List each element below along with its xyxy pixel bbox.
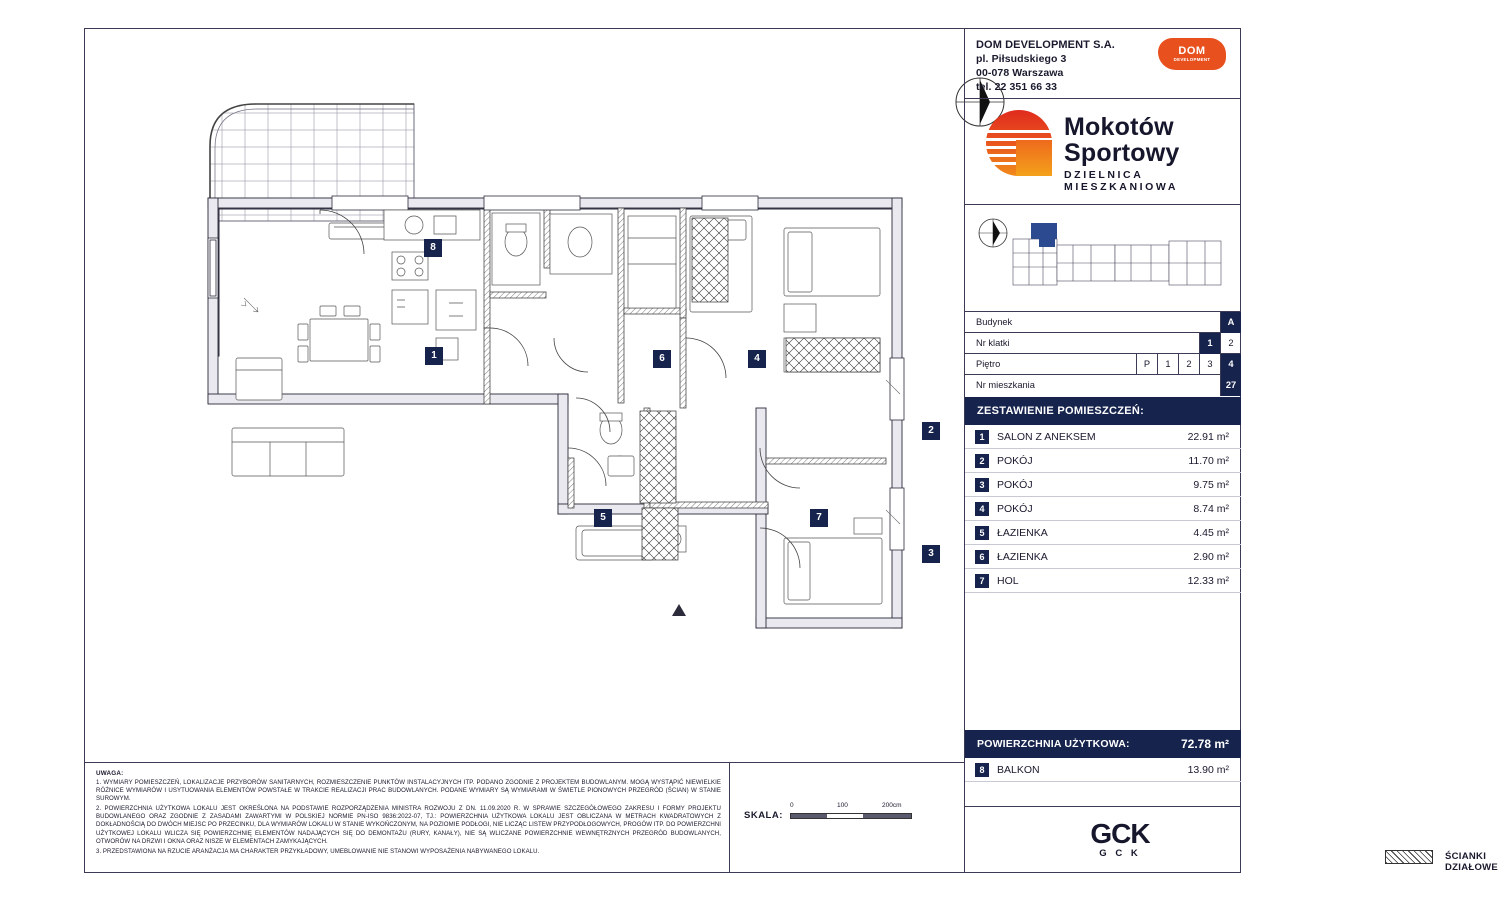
total-area-bar — [965, 730, 1241, 758]
table-row — [965, 449, 1241, 473]
table-row — [965, 473, 1241, 497]
table-row — [965, 569, 1241, 593]
developer-address1: pl. Piłsudskiego 3 — [976, 53, 1067, 65]
room-tag-7: 7 — [810, 509, 828, 527]
room-area: 4.45 m² — [1193, 527, 1229, 539]
room-number: 3 — [975, 478, 989, 492]
note-2: 2. POWIERZCHNIA UŻYTKOWA LOKALU JEST OKREŚLONA NA PODSTAWIE ROZPORZĄDZENIA MINISTRA ROZWOJU Z DN. 11.09.2020 R. W SPRAWIE SZCZEGÓŁOWEGO ZAKRESU I FORMY PROJEKTU BUDOWLANEGO ORAZ ZGODNIE Z ZASADAMI ZAWARTYMI W POLSKIEJ NORMIE PN-ISO 9836:2022-07, TJ.: POWIERZCHNIA UŻYTKOWA LOKALU JEST OBLICZANA W METRACH KWADRATOWYCH Z DOKŁADNOŚCIĄ DO DWÓCH MIEJSC PO PRZECINKU, DLA WYMIARÓW LOKALU W STANIE WYKOŃCZONYM, NA POZIOMIE PODŁOGI, NIE LICZĄC LISTEW PRZYPODŁOGOWYCH, PROGÓW ITP. DO POWIERZCHNI UŻYTKOWEJ LOKALU WLICZA SIĘ POWIERZCHNIĘ ELEMENTÓW NADAJĄCYCH SIĘ DO DEMONTAŻU (RURY, KANAŁY), NIE SĄ WLICZANE POWIERZCHNIE WEWNĘTRZNYCH PRZEGRÓD BUDOWLANYCH, OTWORÓW NA DRZWI I OKNA ORAZ NISZE W ELEMENTACH ZAMYKAJĄCYCH. — [96, 805, 722, 845]
scale-tick-0: 0 — [790, 802, 794, 809]
meta-cell-pietro-p[interactable]: P — [1136, 354, 1157, 375]
compass-small-icon — [977, 217, 1009, 249]
plan-svg — [84, 28, 964, 762]
total-area-value: 72.78 m² — [1180, 737, 1229, 751]
room-number: 6 — [975, 550, 989, 564]
developer-address2: 00-078 Warszawa — [976, 67, 1064, 79]
meta-cell-mieszkanie-27[interactable]: 27 — [1220, 375, 1241, 396]
room-number: 1 — [975, 430, 989, 444]
room-number: 7 — [975, 574, 989, 588]
table-row — [965, 425, 1241, 449]
divider-4 — [965, 806, 1241, 807]
note-1: 1. WYMIARY POMIESZCZEŃ, LOKALIZACJE PRZYBORÓW SANITARNYCH, ROZMIESZCZENIE PUNKTÓW INSTALACYJNYCH ITP. PODANO ZGODNIE Z PROJEKTEM BUDOWLANYM. MOGĄ WYSTĄPIĆ NIEWIELKIE RÓŻNICE WYMIARÓW I USYTUOWANIA ELEMENTÓW POWSTAŁE W TRAKCIE REALIZACJI PRAC BUDOWLANYCH. PODANE WYMIARY SĄ WYMIARAMI W ŚWIETLE PIONOWYCH PRZEGRÓD (ŚCIAN) W STANIE SUROWYM. — [96, 779, 721, 803]
scale-bar — [790, 802, 912, 822]
room-number: 5 — [975, 526, 989, 540]
balcony-name: BALKON — [997, 764, 1040, 776]
table-row — [965, 497, 1241, 521]
notes-block — [96, 770, 721, 856]
meta-row-mieszkanie — [965, 375, 1241, 396]
key-plan — [965, 205, 1241, 310]
floorplan-drawing — [84, 28, 964, 762]
room-tag-6: 6 — [653, 350, 671, 368]
room-tag-8: 8 — [424, 239, 442, 257]
room-area: 9.75 m² — [1193, 479, 1229, 491]
meta-label-pietro: Piętro — [976, 359, 1001, 369]
room-name: HOL — [997, 575, 1019, 587]
note-3: 3. PRZEDSTAWIONA NA RZUCIE ARANŻACJA MA CHARAKTER PRZYKŁADOWY, UMEBLOWANIE NIE STANOWI WYPOSAŻENIA NABYWANEGO LOKALU. — [96, 847, 540, 855]
legend-label: ŚCIANKI DZIAŁOWE — [1445, 851, 1498, 873]
room-name: POKÓJ — [997, 455, 1033, 467]
balcony-row — [965, 758, 1241, 782]
meta-cell-klatka-1[interactable]: 1 — [1199, 333, 1220, 354]
developer-company: DOM DEVELOPMENT S.A. — [976, 39, 1115, 51]
room-name: POKÓJ — [997, 503, 1033, 515]
meta-label-budynek: Budynek — [976, 317, 1013, 327]
meta-cell-pietro-2[interactable]: 2 — [1178, 354, 1199, 375]
meta-cell-pietro-4[interactable]: 4 — [1220, 354, 1241, 375]
room-area: 2.90 m² — [1193, 551, 1229, 563]
architect-logo — [1080, 820, 1160, 859]
scale-tick-200: 200cm — [882, 802, 902, 809]
meta-cell-pietro-1[interactable]: 1 — [1157, 354, 1178, 375]
brand-line-1: Mokotów — [1064, 113, 1174, 141]
divider-1 — [965, 98, 1241, 99]
meta-cell-klatka-2[interactable]: 2 — [1220, 333, 1241, 354]
rooms-table — [965, 425, 1241, 593]
dom-development-logo — [1158, 38, 1226, 72]
room-tag-1: 1 — [425, 347, 443, 365]
room-name: ŁAZIENKA — [997, 527, 1048, 539]
notes-title: UWAGA: — [96, 770, 124, 777]
room-number: 2 — [975, 454, 989, 468]
dom-logo-subtext: DEVELOPMENT — [1173, 57, 1211, 62]
scale-label: SKALA: — [744, 810, 783, 821]
room-tag-5: 5 — [594, 509, 612, 527]
room-name: ŁAZIENKA — [997, 551, 1048, 563]
total-area-label: POWIERZCHNIA UŻYTKOWA: — [977, 738, 1130, 750]
room-tag-3: 3 — [922, 545, 940, 563]
room-tag-2: 2 — [922, 422, 940, 440]
unit-meta-table — [965, 312, 1241, 396]
room-name: SALON Z ANEKSEM — [997, 431, 1096, 443]
table-row — [965, 521, 1241, 545]
room-tag-4: 4 — [748, 350, 766, 368]
balcony-area: 13.90 m² — [1187, 764, 1229, 776]
meta-cell-pietro-3[interactable]: 3 — [1199, 354, 1220, 375]
architect-logo-mark: GCK — [1090, 818, 1150, 849]
room-number: 4 — [975, 502, 989, 516]
balcony-number: 8 — [975, 763, 989, 777]
architect-logo-sub: G C K — [1099, 848, 1141, 859]
building-key-plan-icon — [1011, 219, 1229, 303]
scale-ticks — [790, 802, 912, 811]
meta-row-klatka — [965, 333, 1241, 354]
rooms-table-header: ZESTAWIENIE POMIESZCZEŃ: — [965, 397, 1241, 425]
brand-mark-icon — [986, 110, 1054, 178]
table-row — [965, 545, 1241, 569]
developer-info — [976, 38, 1156, 94]
room-area: 8.74 m² — [1193, 503, 1229, 515]
dom-logo-text: DOM — [1178, 45, 1206, 57]
room-area: 22.91 m² — [1187, 431, 1229, 443]
brand-line-2: Sportowy — [1064, 139, 1180, 167]
meta-row-budynek — [965, 312, 1241, 333]
developer-phone: tel. 22 351 66 33 — [976, 81, 1058, 93]
meta-label-mieszkanie: Nr mieszkania — [976, 380, 1035, 390]
project-brand — [976, 108, 1241, 198]
room-name: POKÓJ — [997, 479, 1033, 491]
scale-bar-graphic — [790, 813, 912, 819]
brand-line-3: DZIELNICA MIESZKANIOWA — [1064, 169, 1179, 193]
meta-label-klatka: Nr klatki — [976, 338, 1010, 348]
room-area: 11.70 m² — [1188, 455, 1229, 467]
room-area: 12.33 m² — [1187, 575, 1229, 587]
hatch-swatch-icon — [1385, 850, 1433, 864]
meta-cell-budynek-a[interactable]: A — [1220, 312, 1241, 333]
scale-tick-100: 100 — [837, 802, 848, 809]
meta-row-pietro — [965, 354, 1241, 375]
